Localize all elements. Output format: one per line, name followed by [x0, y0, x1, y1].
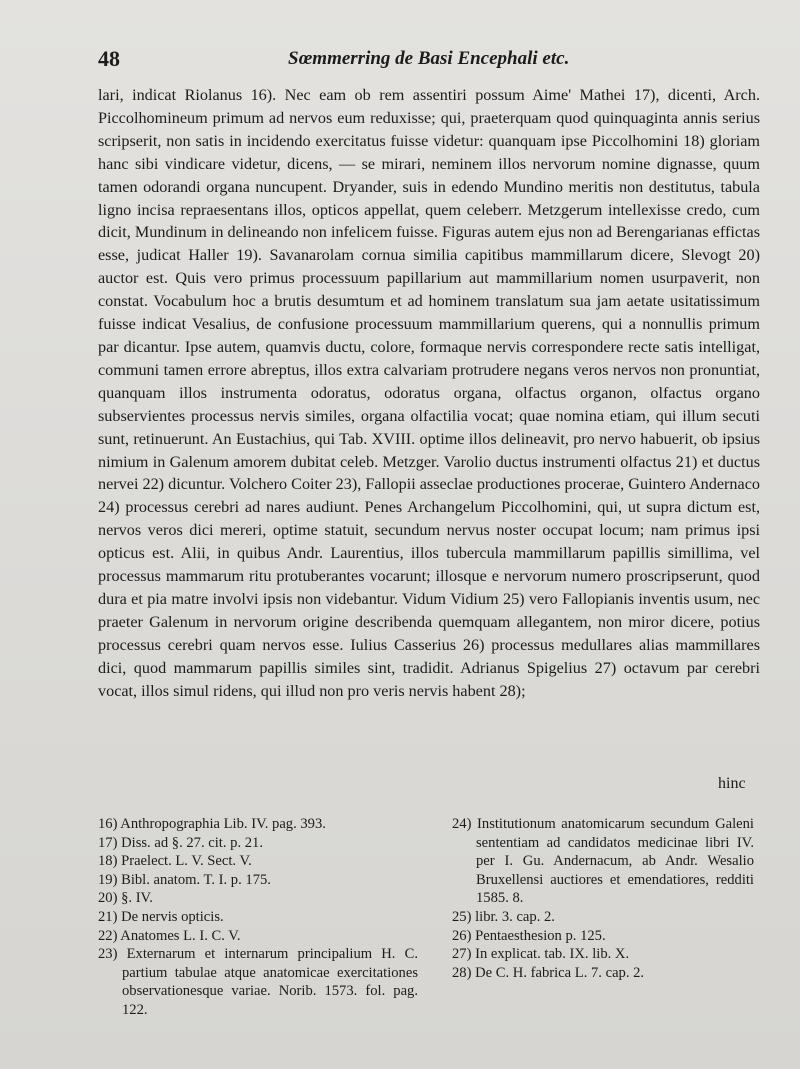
footnote-21: 21) De nervis opticis.	[98, 908, 224, 925]
main-text	[98, 84, 760, 702]
footnotes-right-column	[452, 815, 754, 982]
body-paragraph: lari, indicat Riolanus 16). Nec eam ob rem assentiri possum Aime' Mathei 17), dicenti, Arch. Piccolhomineum primum ad nervos eum reduxisse; qui, praeterquam quod quinquaginta annis serius scripserit, non satis in incidendo exercitatus fuisse videtur: quanquam ipse Piccolhomini 18) gloriam hanc sibi vindicare videtur, dicens, — se mirari, neminem illos nervorum nomine dignasse, quum tamen odorandi organa nuncupent. Dryander, suis in edendo Mundino meritis non destitutus, tabula ligno incisa repraesentans illos, opticos appellat, quem celeberr. Metzgerum intellexisse credo, cum dicit, Mundinum in delineando non infelicem fuisse. Figuras autem ejus non ad Berengarianas effictas esse, judicat Haller 19). Savanarolam cornua similia capitibus mammillarum dicere, Slevogt 20) auctor est. Quis vero primus processuum papillarium aut mammillarium nomen usurpaverit, non constat. Vocabulum hoc a brutis desumtum et ad hominem translatum sua jam aetate usitatissimum fuisse indicat Vesalius, de confusione processuum mammillarium querens, qui a nonnullis primum par dicantur. Ipse autem, quamvis ductu, colore, formaque nervis correspondere recte satis intelligat, communi tamen errore abreptus, illos extra calvariam protrudere negans veros nervos non pronuntiat, quanquam illos instrumenta odoratus, odoratus organa, olfactus organon, olfactus organo subservientes processus nervis similes, organa olfactilia vocat; quae nomina etiam, qui illum secuti sunt, retinuerunt. An Eustachius, qui Tab. XVIII. optime illos delineavit, pro nervo habuerit, ob ipsius nimium in Galenum amorem dubitat celeb. Metzger. Varolio ductus instrumenti olfactus 21) et ductus nervei 22) dicuntur. Volchero Coiter 23), Fallopii asseclae productiones procerae, Guintero Andernaco 24) processus cerebri ad nares audiunt. Penes Archangelum Piccolhomini, qui, ut supra dictum est, nervos veros dici mereri, optime statuit, secundum nervus noster occupat locum; nam primus ipsi opticus est. Alii, in quibus Andr. Laurentius, illos tubercula mammillarum papillis simillima, vel processus mammarum ritu protuberantes vocarunt; illosque e nervorum numero proscripserunt, quod dura et pia matre involvi ipsis non videbantur. Vidum Vidium 25) vero Fallopianis inventis usum, nec praeter Galenum in nervorum origine describenda quemquam allegantem, non miror dicere, potius processus cerebri quam nervos esse. Iulius Casserius 26) processus medullares alias mammillares dici, quod mammarum papillis similes sint, tradidit. Adrianus Spigelius 27) octavum par cerebri vocat, illos simul ridens, qui illud non pro veris nervis habent 28);	[98, 86, 760, 700]
footnotes-left-column	[98, 815, 418, 1020]
page-number: 48	[98, 46, 120, 71]
footnote-17: 17) Diss. ad §. 27. cit. p. 21.	[98, 834, 263, 851]
footnote-18: 18) Praelect. L. V. Sect. V.	[98, 853, 252, 870]
footnote-26: 26) Pentaesthesion p. 125.	[452, 927, 606, 944]
footnote-25: 25) libr. 3. cap. 2.	[452, 908, 555, 925]
footnote-27: 27) In explicat. tab. IX. lib. X.	[452, 946, 630, 963]
running-title: Sœmmerring de Basi Encephali etc.	[288, 48, 570, 69]
footnote-20: 20) §. IV.	[98, 890, 153, 907]
footnote-22: 22) Anatomes L. I. C. V.	[98, 927, 241, 944]
page-header	[98, 46, 756, 74]
footnote-24: 24) Institutionum anatomicarum secundum Galeni sententiam ad candidatos medicinae libri IV. per I. Gu. Andernacum, ab Andr. Wesalio Bruxellensi auctiores et emendatiores, redditi 1585. 8.	[452, 816, 754, 907]
catchword: hinc	[718, 775, 746, 792]
footnote-16: 16) Anthropographia Lib. IV. pag. 393.	[98, 816, 326, 832]
footnote-23: 23) Externarum et internarum principalium H. C. partium tabulae atque anatomicae exercitationes observationesque variae. Norib. 1573. fol. pag. 122.	[98, 946, 418, 1018]
footnote-19: 19) Bibl. anatom. T. I. p. 175.	[98, 871, 271, 888]
footnote-28: 28) De C. H. fabrica L. 7. cap. 2.	[452, 964, 645, 981]
